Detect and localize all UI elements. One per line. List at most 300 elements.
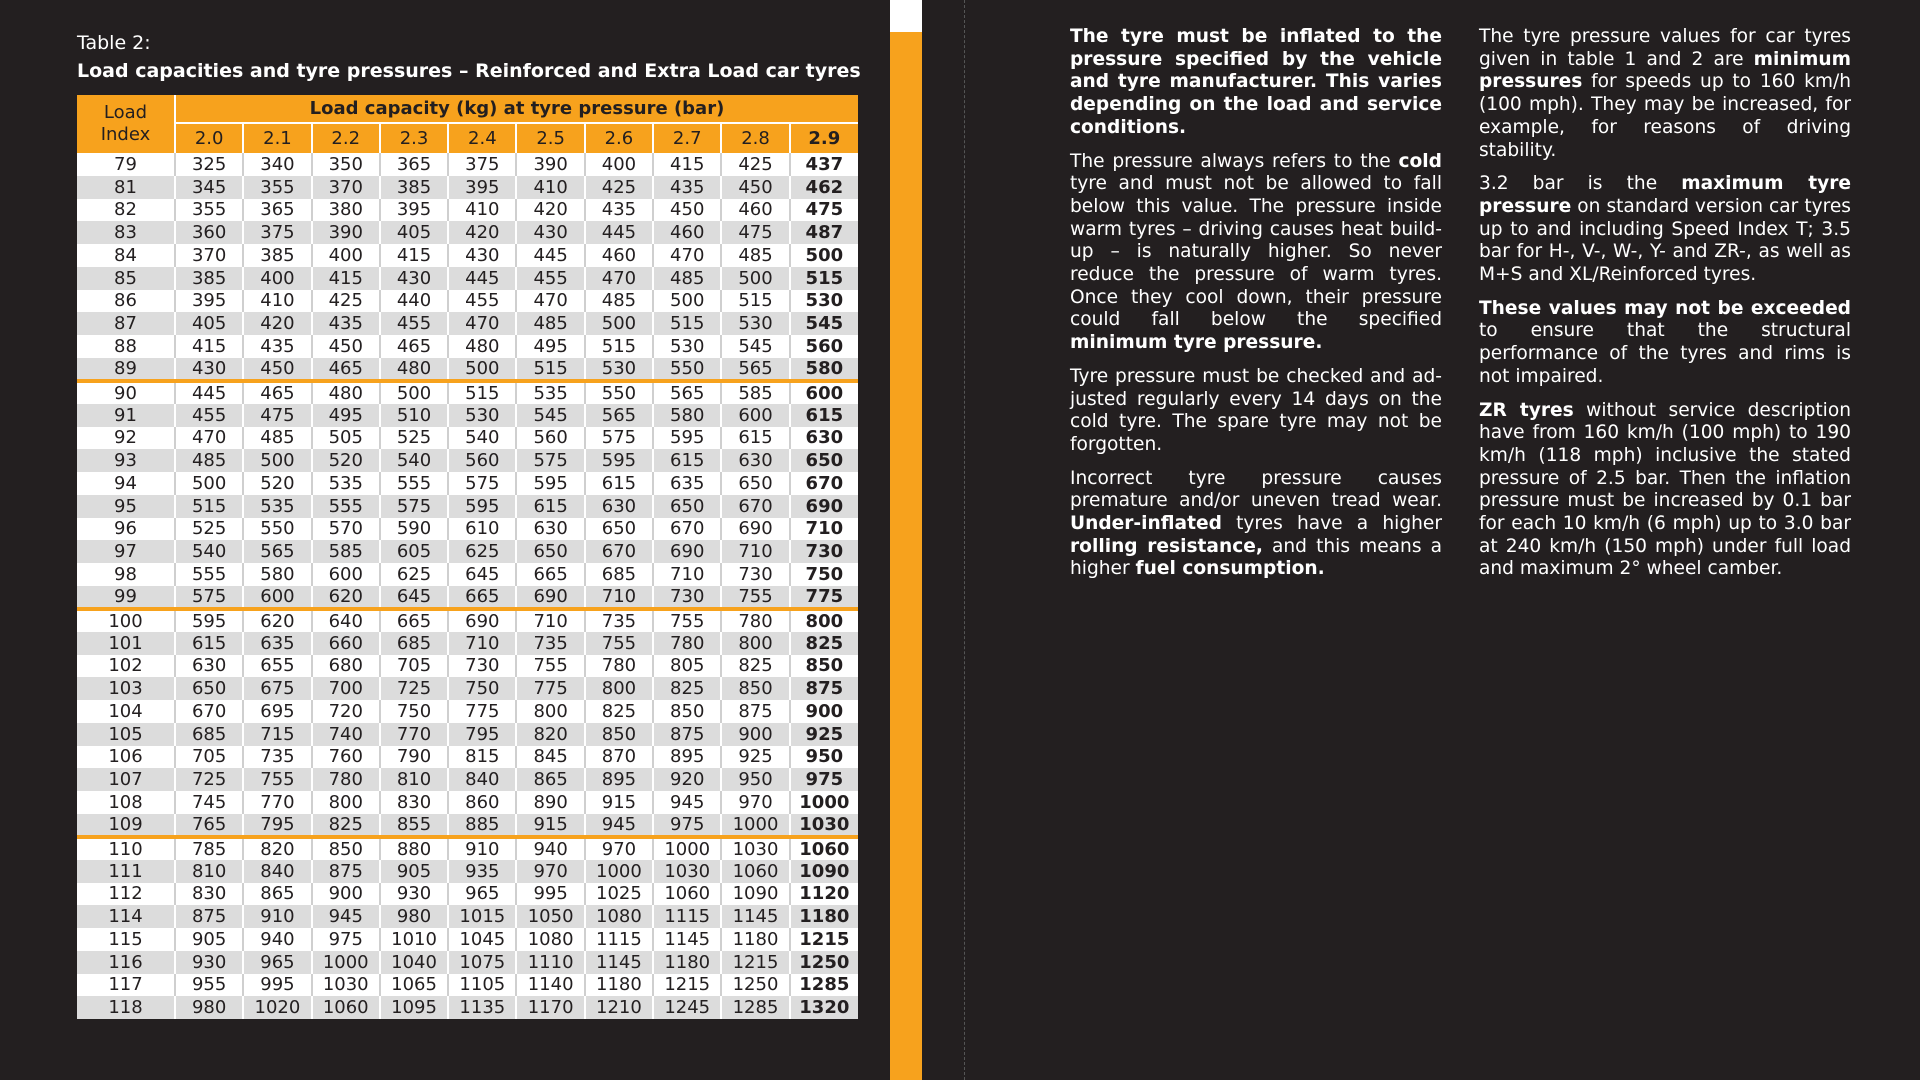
table-row [77, 746, 858, 769]
load-capacity-cell: 500 [805, 244, 844, 266]
load-capacity-cell: 815 [448, 746, 516, 769]
load-index-header: Load Index [77, 95, 175, 153]
paragraph [1479, 173, 1851, 287]
load-capacity-cell: 600 [790, 381, 858, 404]
load-capacity-cell: 565 [653, 381, 721, 404]
load-capacity-cell: 575 [380, 495, 448, 518]
load-capacity-cell: 1140 [516, 974, 584, 997]
load-capacity-cell: 755 [721, 586, 789, 609]
text-column-middle [1070, 26, 1442, 592]
load-capacity-cell: 465 [243, 381, 311, 404]
load-capacity-cell: 1000 [721, 814, 789, 837]
load-capacity-cell: 525 [380, 427, 448, 450]
page-fold-line [964, 0, 965, 1080]
load-capacity-cell: 350 [312, 153, 380, 176]
load-capacity-cell: 605 [380, 540, 448, 563]
load-capacity-cell: 710 [448, 632, 516, 655]
load-capacity-cell: 1145 [585, 951, 653, 974]
load-capacity-cell: 1045 [448, 928, 516, 951]
text-run: to ensure that the structural performance of the tyres and rims is not impaired. [1479, 320, 1851, 387]
bold-text: rolling resistance, [1070, 535, 1263, 557]
load-capacity-cell: 680 [312, 655, 380, 678]
table-row [77, 472, 858, 495]
load-capacity-cell: 945 [312, 905, 380, 928]
load-capacity-cell: 780 [653, 632, 721, 655]
load-capacity-cell: 515 [721, 290, 789, 313]
load-capacity-cell: 430 [516, 221, 584, 244]
load-capacity-cell: 900 [312, 883, 380, 906]
load-index-cell: 100 [77, 609, 175, 632]
load-index-cell: 94 [77, 472, 175, 495]
load-capacity-cell: 575 [175, 586, 243, 609]
load-capacity-cell: 1170 [516, 996, 584, 1019]
load-capacity-cell: 755 [653, 609, 721, 632]
load-capacity-cell: 470 [585, 267, 653, 290]
load-capacity-cell: 970 [721, 791, 789, 814]
load-capacity-cell: 375 [448, 153, 516, 176]
load-capacity-cell: 1285 [721, 996, 789, 1019]
load-capacity-cell: 830 [175, 883, 243, 906]
load-capacity-cell: 645 [380, 586, 448, 609]
bold-text: minimum tyre pressure. [1070, 332, 1323, 354]
load-capacity-cell: 925 [721, 746, 789, 769]
load-capacity-cell: 555 [380, 472, 448, 495]
load-capacity-cell: 980 [175, 996, 243, 1019]
load-capacity-cell: 870 [585, 746, 653, 769]
load-capacity-cell: 850 [805, 655, 844, 677]
load-capacity-cell: 580 [805, 357, 844, 379]
load-capacity-cell: 365 [243, 199, 311, 222]
load-capacity-cell: 540 [175, 540, 243, 563]
load-index-cell: 89 [77, 358, 175, 381]
load-capacity-cell: 740 [312, 723, 380, 746]
load-capacity-cell: 615 [653, 449, 721, 472]
load-capacity-cell: 730 [653, 586, 721, 609]
text-run: on standard version car tyres up to and including Speed Index T; 3.5 bar for H-, V-, W-, Y- and ZR-, as well as M+S and XL/Reinforced tyres. [1479, 195, 1851, 286]
load-capacity-cell: 755 [516, 655, 584, 678]
load-capacity-cell: 385 [243, 244, 311, 267]
load-index-cell: 83 [77, 221, 175, 244]
load-capacity-cell: 630 [516, 518, 584, 541]
load-capacity-cell: 560 [516, 427, 584, 450]
load-capacity-cell: 655 [243, 655, 311, 678]
load-capacity-cell: 485 [721, 244, 789, 267]
load-capacity-cell: 875 [721, 700, 789, 723]
text-column-right [1479, 26, 1851, 592]
load-capacity-cell: 1250 [721, 974, 789, 997]
table-row [77, 677, 858, 700]
load-capacity-cell: 1145 [721, 905, 789, 928]
load-capacity-cell: 395 [175, 290, 243, 313]
load-index-cell: 103 [77, 677, 175, 700]
load-capacity-cell: 1060 [790, 837, 858, 860]
load-capacity-cell: 810 [380, 768, 448, 791]
table-row [77, 449, 858, 472]
load-capacity-cell: 775 [516, 677, 584, 700]
load-capacity-cell: 1110 [516, 951, 584, 974]
load-capacity-cell: 455 [448, 290, 516, 313]
load-capacity-cell: 380 [312, 199, 380, 222]
load-capacity-cell: 995 [243, 974, 311, 997]
pressure-header-cell: 2.8 [721, 123, 789, 153]
load-capacity-cell: 930 [175, 951, 243, 974]
load-index-cell: 93 [77, 449, 175, 472]
table-row [77, 791, 858, 814]
load-capacity-cell: 665 [380, 609, 448, 632]
load-capacity-cell: 450 [653, 199, 721, 222]
load-capacity-cell: 485 [175, 449, 243, 472]
table-row [77, 176, 858, 199]
load-capacity-cell: 630 [585, 495, 653, 518]
load-capacity-cell: 635 [243, 632, 311, 655]
left-page [0, 0, 890, 1080]
load-capacity-cell: 395 [380, 199, 448, 222]
load-capacity-cell: 760 [312, 746, 380, 769]
load-capacity-cell: 640 [312, 609, 380, 632]
load-capacity-cell: 520 [312, 449, 380, 472]
load-capacity-cell: 900 [805, 700, 844, 722]
load-capacity-cell: 685 [175, 723, 243, 746]
paragraph [1070, 151, 1442, 355]
load-index-cell: 114 [77, 905, 175, 928]
load-capacity-cell: 690 [516, 586, 584, 609]
load-index-cell: 95 [77, 495, 175, 518]
load-capacity-cell: 1050 [516, 905, 584, 928]
load-capacity-cell: 825 [653, 677, 721, 700]
orange-divider-bar [890, 32, 922, 1080]
load-capacity-cell: 805 [653, 655, 721, 678]
load-capacity-cell: 1115 [585, 928, 653, 951]
load-capacity-cell: 495 [312, 404, 380, 427]
load-capacity-cell: 765 [175, 814, 243, 837]
load-capacity-cell: 1060 [653, 883, 721, 906]
load-capacity-cell: 875 [312, 860, 380, 883]
load-capacity-cell: 855 [380, 814, 448, 837]
load-capacity-cell: 1320 [799, 997, 850, 1019]
load-capacity-cell: 570 [312, 518, 380, 541]
load-capacity-cell: 735 [516, 632, 584, 655]
bold-text: Under-inflated [1070, 513, 1222, 535]
load-capacity-cell: 487 [805, 222, 844, 244]
gutter-white-block [890, 0, 922, 32]
load-capacity-cell: 410 [448, 199, 516, 222]
load-index-cell: 87 [77, 312, 175, 335]
load-capacity-cell: 1025 [585, 883, 653, 906]
load-capacity-cell: 480 [448, 335, 516, 358]
table-row [77, 358, 858, 381]
load-capacity-cell: 1080 [585, 905, 653, 928]
load-capacity-cell: 405 [380, 221, 448, 244]
load-capacity-cell: 685 [380, 632, 448, 655]
load-capacity-cell: 475 [805, 199, 844, 221]
table-row [77, 563, 858, 586]
load-capacity-cell: 550 [653, 358, 721, 381]
load-capacity-cell: 1210 [585, 996, 653, 1019]
paragraph [1479, 400, 1851, 582]
load-capacity-cell: 670 [653, 518, 721, 541]
load-capacity-cell: 485 [585, 290, 653, 313]
load-capacity-cell: 1060 [721, 860, 789, 883]
load-capacity-cell: 1000 [585, 860, 653, 883]
load-capacity-cell: 820 [243, 837, 311, 860]
text-run: without service description have from 160 km/h (100 mph) to 190 km/h (118 mph) inclusive the stated pressure of 2.5 bar. Then the inflation pressure must be increased by 0.1 bar for each 10 km/h (6 mph) up to 3.0 bar at 240 km/h (150 mph) under full load and maximum 2° wheel camber. [1479, 399, 1851, 580]
load-capacity-cell: 830 [380, 791, 448, 814]
table-row [77, 883, 858, 906]
load-capacity-cell: 470 [175, 427, 243, 450]
load-capacity-cell: 650 [516, 540, 584, 563]
load-capacity-cell: 1030 [653, 860, 721, 883]
load-capacity-cell: 340 [243, 153, 311, 176]
table-row [77, 199, 858, 222]
table-row [77, 290, 858, 313]
load-capacity-cell: 425 [585, 176, 653, 199]
load-capacity-cell: 500 [653, 290, 721, 313]
load-capacity-cell: 415 [175, 335, 243, 358]
table-row [77, 495, 858, 518]
load-capacity-cell: 650 [653, 495, 721, 518]
load-capacity-cell: 595 [516, 472, 584, 495]
load-capacity-cell: 500 [175, 472, 243, 495]
table-row [77, 837, 858, 860]
table-row [77, 381, 858, 404]
text-run: for speeds up to 160 km/h (100 mph). They may be increased, for example, for reasons of driving stability. [1479, 71, 1851, 161]
load-capacity-cell: 730 [721, 563, 789, 586]
load-capacity-cell: 730 [805, 541, 844, 563]
load-capacity-cell: 730 [448, 655, 516, 678]
load-capacity-cell: 630 [175, 655, 243, 678]
load-capacity-cell: 575 [585, 427, 653, 450]
load-capacity-cell: 1075 [448, 951, 516, 974]
pressure-header-row [77, 123, 858, 153]
text-run: and this means a higher [1070, 535, 1442, 580]
paragraph [1070, 26, 1442, 140]
table-row [77, 335, 858, 358]
load-capacity-cell: 875 [805, 678, 844, 700]
load-capacity-cell: 1180 [653, 951, 721, 974]
load-capacity-cell: 1180 [585, 974, 653, 997]
load-capacity-cell: 530 [585, 358, 653, 381]
load-capacity-cell: 515 [516, 358, 584, 381]
load-capacity-cell: 460 [585, 244, 653, 267]
load-capacity-cell: 1020 [243, 996, 311, 1019]
load-capacity-cell: 600 [243, 586, 311, 609]
load-capacity-cell: 1060 [312, 996, 380, 1019]
load-capacity-cell: 580 [653, 404, 721, 427]
load-capacity-cell: 675 [243, 677, 311, 700]
load-capacity-cell: 505 [312, 427, 380, 450]
load-capacity-cell: 955 [175, 974, 243, 997]
load-capacity-cell: 695 [243, 700, 311, 723]
load-capacity-cell: 445 [585, 221, 653, 244]
load-capacity-cell: 800 [790, 609, 858, 632]
load-capacity-cell: 625 [380, 563, 448, 586]
load-index-cell: 104 [77, 700, 175, 723]
pressure-header-cell: 2.0 [175, 123, 243, 153]
load-capacity-cell: 530 [721, 312, 789, 335]
load-index-cell: 105 [77, 723, 175, 746]
load-capacity-cell: 460 [721, 199, 789, 222]
load-capacity-cell: 420 [448, 221, 516, 244]
load-capacity-cell: 430 [175, 358, 243, 381]
load-capacity-cell: 450 [243, 358, 311, 381]
load-capacity-cell: 825 [585, 700, 653, 723]
load-capacity-cell: 800 [516, 700, 584, 723]
load-capacity-cell: 685 [585, 563, 653, 586]
load-capacity-cell: 435 [243, 335, 311, 358]
load-capacity-cell: 625 [448, 540, 516, 563]
load-index-cell: 97 [77, 540, 175, 563]
load-capacity-cell: 770 [243, 791, 311, 814]
load-capacity-cell: 660 [312, 632, 380, 655]
text-run: Tyre pressure must be checked and adjusted regularly every 14 days on the cold tyre. The spare tyre may not be forgotten. [1070, 365, 1442, 455]
load-capacity-cell: 910 [243, 905, 311, 928]
load-capacity-cell: 850 [653, 700, 721, 723]
load-capacity-cell: 540 [448, 427, 516, 450]
load-capacity-cell: 1285 [799, 974, 850, 996]
load-capacity-cell: 825 [721, 655, 789, 678]
table-row [77, 312, 858, 335]
pressure-header-cell: 2.7 [653, 123, 721, 153]
load-capacity-cell: 790 [380, 746, 448, 769]
load-capacity-cell: 400 [243, 267, 311, 290]
load-capacity-cell: 945 [585, 814, 653, 837]
load-capacity-cell: 470 [653, 244, 721, 267]
bold-text: fuel consumption. [1135, 558, 1325, 580]
pressure-header-cell: 2.5 [516, 123, 584, 153]
load-capacity-cell: 485 [516, 312, 584, 335]
table-row [77, 244, 858, 267]
load-capacity-cell: 915 [585, 791, 653, 814]
load-capacity-cell: 500 [448, 358, 516, 381]
load-capacity-cell: 630 [721, 449, 789, 472]
load-capacity-cell: 500 [721, 267, 789, 290]
load-capacity-cell: 475 [721, 221, 789, 244]
load-capacity-cell: 780 [312, 768, 380, 791]
load-capacity-cell: 515 [448, 381, 516, 404]
load-capacity-cell: 1015 [448, 905, 516, 928]
load-capacity-cell: 920 [653, 768, 721, 791]
load-capacity-cell: 445 [175, 381, 243, 404]
load-capacity-cell: 705 [175, 746, 243, 769]
load-capacity-cell: 400 [312, 244, 380, 267]
paragraph [1070, 468, 1442, 582]
load-capacity-cell: 595 [585, 449, 653, 472]
load-capacity-cell: 800 [585, 677, 653, 700]
table-row [77, 427, 858, 450]
load-index-cell: 102 [77, 655, 175, 678]
load-capacity-cell: 405 [175, 312, 243, 335]
load-capacity-cell: 615 [805, 404, 844, 426]
load-capacity-cell: 410 [516, 176, 584, 199]
load-capacity-cell: 500 [380, 381, 448, 404]
bold-text: ZR tyres [1479, 399, 1574, 421]
load-capacity-cell: 1180 [799, 906, 850, 928]
table-row [77, 586, 858, 609]
load-capacity-cell: 845 [516, 746, 584, 769]
load-index-cell: 96 [77, 518, 175, 541]
load-capacity-cell: 905 [380, 860, 448, 883]
load-capacity-cell: 705 [380, 655, 448, 678]
pressure-header-cell: 2.9 [790, 123, 858, 153]
load-capacity-cell: 1215 [653, 974, 721, 997]
load-capacity-cell: 575 [516, 449, 584, 472]
load-capacity-cell: 400 [585, 153, 653, 176]
load-capacity-cell: 795 [448, 723, 516, 746]
table-caption-title: Load capacities and tyre pressures – Reinforced and Extra Load car tyres [77, 60, 861, 82]
load-capacity-cell: 795 [243, 814, 311, 837]
load-capacity-cell: 755 [585, 632, 653, 655]
table-row [77, 723, 858, 746]
load-capacity-cell: 865 [243, 883, 311, 906]
load-index-cell: 110 [77, 837, 175, 860]
load-index-cell: 90 [77, 381, 175, 404]
load-capacity-cell: 850 [721, 677, 789, 700]
load-capacity-cell: 455 [175, 404, 243, 427]
bold-text: cold [1398, 150, 1442, 172]
table-row [77, 655, 858, 678]
load-capacity-cell: 395 [448, 176, 516, 199]
load-capacity-cell: 565 [243, 540, 311, 563]
load-capacity-cell: 750 [448, 677, 516, 700]
load-index-cell: 84 [77, 244, 175, 267]
load-capacity-cell: 945 [653, 791, 721, 814]
load-capacity-cell: 550 [243, 518, 311, 541]
table-row [77, 632, 858, 655]
load-capacity-cell: 1215 [799, 928, 850, 950]
load-capacity-cell: 595 [175, 609, 243, 632]
load-capacity-cell: 670 [585, 540, 653, 563]
load-capacity-cell: 965 [448, 883, 516, 906]
load-capacity-cell: 710 [653, 563, 721, 586]
load-capacity-cell: 650 [175, 677, 243, 700]
text-run: tyre and must not be allowed to fall below this value. The pressure inside warm tyres – driving causes heat build-up – is naturally higher. So never reduce the pressure of warm tyres. Once they cool down, their pressure could fall below the specified [1070, 173, 1442, 331]
load-capacity-cell: 1135 [448, 996, 516, 1019]
load-capacity-cell: 575 [448, 472, 516, 495]
load-capacity-cell: 600 [721, 404, 789, 427]
load-index-cell: 115 [77, 928, 175, 951]
load-capacity-cell: 670 [805, 472, 844, 494]
load-capacity-cell: 415 [380, 244, 448, 267]
load-capacity-cell: 437 [805, 153, 844, 175]
load-capacity-cell: 425 [312, 290, 380, 313]
load-capacity-cell: 995 [516, 883, 584, 906]
load-capacity-cell: 385 [175, 267, 243, 290]
load-capacity-cell: 615 [721, 427, 789, 450]
load-index-cell: 81 [77, 176, 175, 199]
load-capacity-cell: 530 [448, 404, 516, 427]
load-capacity-cell: 665 [516, 563, 584, 586]
load-capacity-cell: 975 [653, 814, 721, 837]
load-capacity-cell: 800 [312, 791, 380, 814]
load-capacity-header: Load capacity (kg) at tyre pressure (bar) [175, 95, 858, 123]
load-capacity-cell: 450 [312, 335, 380, 358]
table-row [77, 996, 858, 1019]
table-row [77, 860, 858, 883]
load-capacity-cell: 515 [805, 267, 844, 289]
table-caption [77, 29, 861, 85]
load-capacity-cell: 1115 [653, 905, 721, 928]
load-capacity-cell: 850 [312, 837, 380, 860]
load-index-cell: 88 [77, 335, 175, 358]
load-capacity-cell: 485 [243, 427, 311, 450]
load-capacity-cell: 1215 [721, 951, 789, 974]
load-capacity-cell: 825 [312, 814, 380, 837]
load-capacity-cell: 420 [243, 312, 311, 335]
table-row [77, 928, 858, 951]
load-capacity-cell: 355 [243, 176, 311, 199]
load-capacity-cell: 470 [448, 312, 516, 335]
load-capacity-cell: 515 [175, 495, 243, 518]
